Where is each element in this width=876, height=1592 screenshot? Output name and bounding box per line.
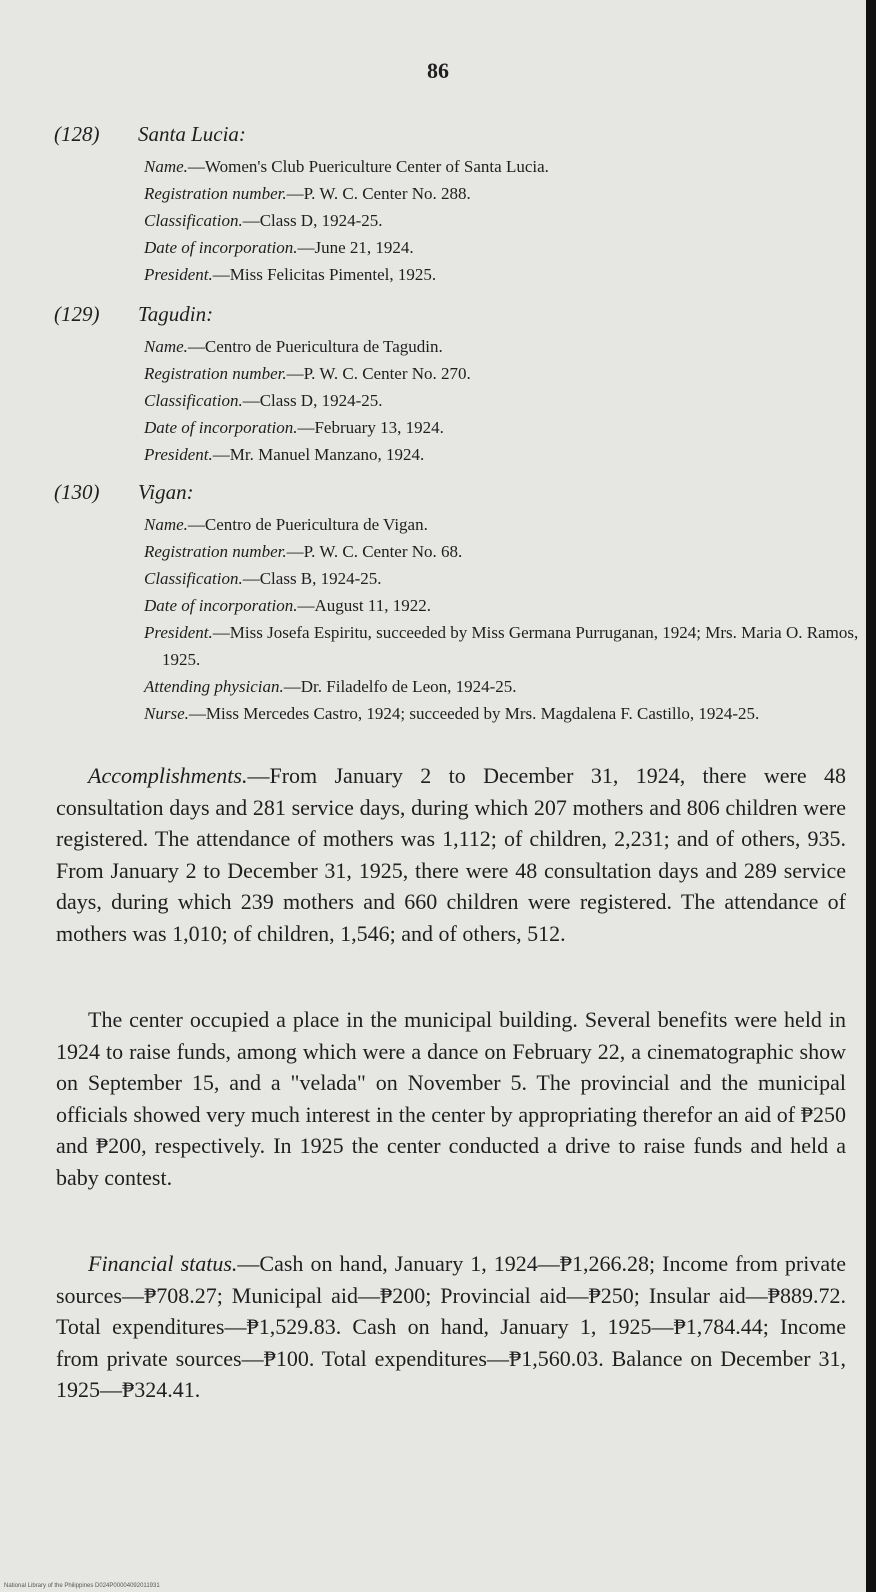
field-label: Classification.: [144, 211, 243, 230]
field-label: Attending physician.: [144, 677, 284, 696]
paragraph-label: Accomplishments.: [88, 763, 248, 788]
entry-heading: [54, 480, 854, 505]
field-nurse: [144, 700, 862, 727]
paragraph-label: Financial status.: [88, 1251, 238, 1276]
entry-number: (128): [54, 122, 100, 146]
field-label: Classification.: [144, 569, 243, 588]
financial-status-paragraph: [56, 1248, 846, 1406]
entry-heading: [54, 122, 854, 147]
field-date-of-incorporation: [144, 592, 862, 619]
field-classification: [144, 565, 862, 592]
field-value: —P. W. C. Center No. 68.: [286, 542, 463, 561]
entry-place: Tagudin:: [138, 302, 214, 326]
field-value: —Centro de Puericultura de Vigan.: [187, 515, 428, 534]
field-registration-number: [144, 360, 862, 387]
field-value: —February 13, 1924.: [297, 418, 444, 437]
field-value: —Mr. Manuel Manzano, 1924.: [212, 445, 425, 464]
paragraph-text: The center occupied a place in the municipal building. Several benefits were held in 1924 to raise funds, among which were a dance on February 22, a cinematographic show on September 15, and a "velada" on November 5. The provincial and the municipal officials showed very much interest in the center by appropriating therefor an aid of ₱250 and ₱200, respectively. In 1925 the center conducted a drive to raise funds and held a baby contest.: [56, 1007, 846, 1190]
field-label: Registration number.: [144, 184, 287, 203]
field-name: [144, 333, 862, 360]
entry-heading: [54, 302, 854, 327]
field-classification: [144, 207, 862, 234]
field-label: President.: [144, 265, 213, 284]
accomplishments-paragraph: [56, 760, 846, 950]
field-value: —Class D, 1924-25.: [242, 211, 383, 230]
field-label: Classification.: [144, 391, 243, 410]
field-label: Registration number.: [144, 542, 287, 561]
field-registration-number: [144, 538, 862, 565]
field-date-of-incorporation: [144, 234, 862, 261]
entry-tagudin: [54, 302, 854, 468]
entry-place: Vigan:: [138, 480, 194, 504]
field-value: —August 11, 1922.: [297, 596, 431, 615]
field-label: Nurse.: [144, 704, 189, 723]
field-label: Date of incorporation.: [144, 596, 298, 615]
entry-vigan: [54, 480, 859, 727]
entry-santa-lucia: [54, 122, 854, 288]
paragraph-text: —Cash on hand, January 1, 1924—₱1,266.28; Income from private sources—₱708.27; Municipal aid—₱200; Provincial aid—₱250; Insular aid—₱889.72. Total expenditures—₱1,529.83. Cash on hand, January 1, 1925—₱1,784.44; Income from private sources—₱100. Total expenditures—₱1,560.03. Balance on December 31, 1925—₱324.41.: [56, 1251, 846, 1403]
field-value: —Class D, 1924-25.: [242, 391, 383, 410]
field-president: [144, 441, 862, 468]
page-number: 86: [427, 58, 449, 83]
field-value: —Women's Club Puericulture Center of Santa Lucia.: [187, 157, 549, 176]
field-registration-number: [144, 180, 862, 207]
field-label: President.: [144, 445, 213, 464]
field-label: President.: [144, 623, 213, 642]
field-value: —Dr. Filadelfo de Leon, 1924-25.: [283, 677, 517, 696]
scan-edge: [866, 0, 876, 1592]
field-label: Name.: [144, 337, 188, 356]
entry-number: (129): [54, 302, 100, 326]
field-name: [144, 153, 862, 180]
field-president: [144, 261, 862, 288]
field-name: [144, 511, 862, 538]
field-attending-physician: [144, 673, 862, 700]
field-label: Date of incorporation.: [144, 238, 298, 257]
field-date-of-incorporation: [144, 414, 862, 441]
field-classification: [144, 387, 862, 414]
field-label: Name.: [144, 157, 188, 176]
field-label: Registration number.: [144, 364, 287, 383]
field-value: —P. W. C. Center No. 270.: [286, 364, 471, 383]
field-value: —Miss Mercedes Castro, 1924; succeeded by Mrs. Magdalena F. Castillo, 1924-25.: [188, 704, 760, 723]
library-footer: National Library of the Philippines D024P00004092011931: [4, 1583, 160, 1589]
field-value: —June 21, 1924.: [297, 238, 414, 257]
center-paragraph: [56, 1004, 846, 1194]
field-president: [144, 619, 862, 673]
entry-number: (130): [54, 480, 100, 504]
field-value: —Class B, 1924-25.: [242, 569, 382, 588]
field-label: Name.: [144, 515, 188, 534]
field-value: —Centro de Puericultura de Tagudin.: [187, 337, 443, 356]
paragraph-text: —From January 2 to December 31, 1924, there were 48 consultation days and 281 service days, during which 207 mothers and 806 children were registered. The attendance of mothers was 1,112; of children, 2,231; and of others, 935. From January 2 to December 31, 1925, there were 48 consultation days and 289 service days, during which 239 mothers and 660 children were registered. The attendance of mothers was 1,010; of children, 1,546; and of others, 512.: [56, 763, 846, 946]
field-value: —Miss Josefa Espiritu, succeeded by Miss Germana Purruganan, 1924; Mrs. Maria O. Ramos, 1925.: [162, 623, 859, 669]
field-value: —Miss Felicitas Pimentel, 1925.: [212, 265, 437, 284]
field-value: —P. W. C. Center No. 288.: [286, 184, 471, 203]
entry-place: Santa Lucia:: [138, 122, 246, 146]
field-label: Date of incorporation.: [144, 418, 298, 437]
